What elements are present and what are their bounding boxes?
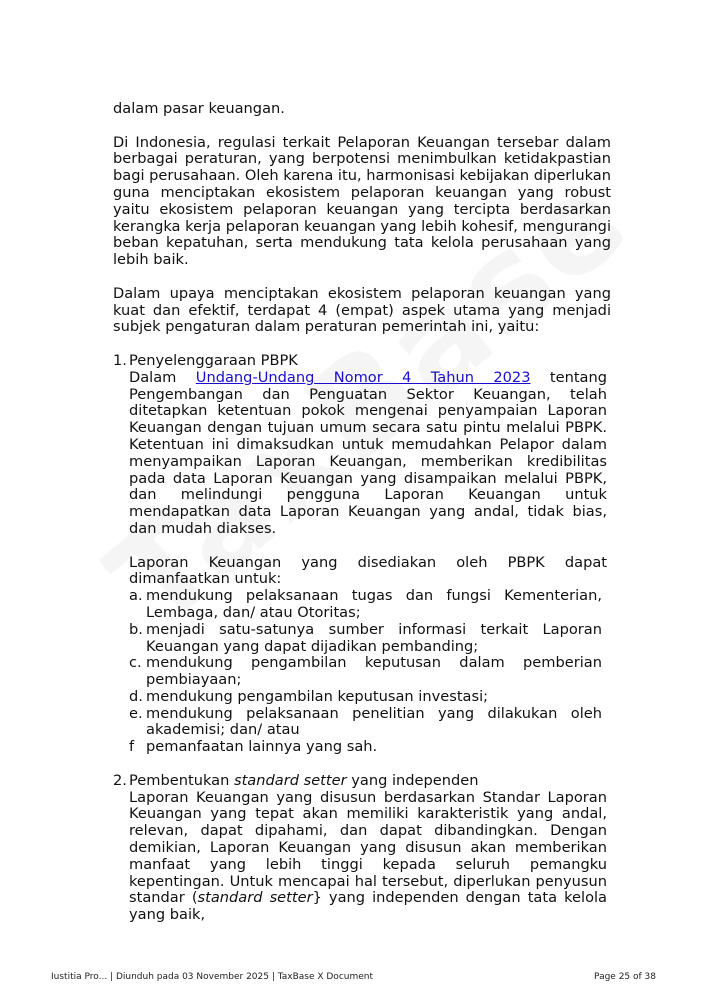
uses-list <box>129 588 607 756</box>
section-2-body: Laporan Keuangan yang disusun berdasarkan Standar Laporan Keuangan yang tepat akan memiliki karakteristik yang andal, relevan, dapat dipahami, dan dapat dibandingkan. Dengan demikian, Laporan Keuangan yang disusun akan memberikan manfaat yang lebih tinggi kepada seluruh pemangku kepentingan. Untuk mencapai hal tersebut, diperlukan penyusun standar (standard setter} yang independen dengan tata kelola yang baik, <box>129 788 607 924</box>
section-2 <box>113 773 611 924</box>
section-1-uses-intro: Laporan Keuangan yang disediakan oleh PBPK dapat dimanfaatkan untuk: <box>129 553 607 588</box>
paragraph-aspects-intro: Dalam upaya menciptakan ekosistem pelaporan keuangan yang kuat dan efektif, terdapat 4 (empat) aspek utama yang menjadi subjek pengaturan dalam peraturan pemerintah ini, yaitu: <box>113 284 611 336</box>
list-item: c. mendukung pengambilan keputusan dalam pemberian pembiayaan; <box>129 654 602 689</box>
paragraph-continuation: dalam pasar keuangan. <box>113 100 285 117</box>
section-1 <box>113 353 611 756</box>
law-link[interactable]: Undang-Undang Nomor 4 Tahun 2023 <box>195 368 531 386</box>
document-body <box>113 101 611 924</box>
list-item: d. mendukung pengambilan keputusan investasi; <box>129 687 489 705</box>
list-item: e. mendukung pelaksanaan penelitian yang dilakukan oleh akademisi; dan/ atau <box>129 704 602 739</box>
section-title: Pembentukan standard setter yang independen <box>129 771 479 789</box>
list-item: a. mendukung pelaksanaan tugas dan fungsi Kementerian, Lembaga, dan/ atau Otoritas; <box>129 587 602 621</box>
page-number: Page 25 of 38 <box>594 972 656 982</box>
section-1-body: Dalam Undang-Undang Nomor 4 Tahun 2023 tentang Pengembangan dan Penguatan Sektor Keuangan, telah ditetapkan ketentuan pokok mengenai penyampaian Laporan Keuangan dengan tujuan umum secara satu pintu melalui PBPK. Ketentuan ini dimaksudkan untuk memudahkan Pelapor dalam menyampaikan Laporan Keuangan, memberikan kredibilitas pada data Laporan Keuangan yang disampaikan melalui PBPK, dan melindungi pengguna Laporan Keuangan untuk mendapatkan data Laporan Keuangan yang andal, tidak bias, dan mudah diakses. <box>129 368 608 537</box>
section-number: 1. <box>113 351 127 369</box>
list-item: f pemanfaatan lainnya yang sah. <box>129 738 378 756</box>
section-title: Penyelenggaraan PBPK <box>129 351 298 369</box>
footer-source: Iustitia Pro... | Diunduh pada 03 November 2025 | TaxBase X Document <box>51 972 374 982</box>
section-number: 2. <box>113 771 127 789</box>
paragraph-regulation: Di Indonesia, regulasi terkait Pelaporan Keuangan tersebar dalam berbagai peraturan, yang berpotensi menimbulkan ketidakpastian bagi perusahaan. Oleh karena itu, harmonisasi kebijakan diperlukan guna menciptakan ekosistem pelaporan keuangan yang robust yaitu ekosistem pelaporan keuangan yang tercipta berdasarkan kerangka kerja pelaporan keuangan yang lebih kohesif, mengurangi beban kepatuhan, serta mendukung tata kelola perusahaan yang lebih baik. <box>113 133 611 269</box>
list-item: b. menjadi satu-satunya sumber informasi terkait Laporan Keuangan yang dapat dijadikan pembanding; <box>129 620 602 655</box>
